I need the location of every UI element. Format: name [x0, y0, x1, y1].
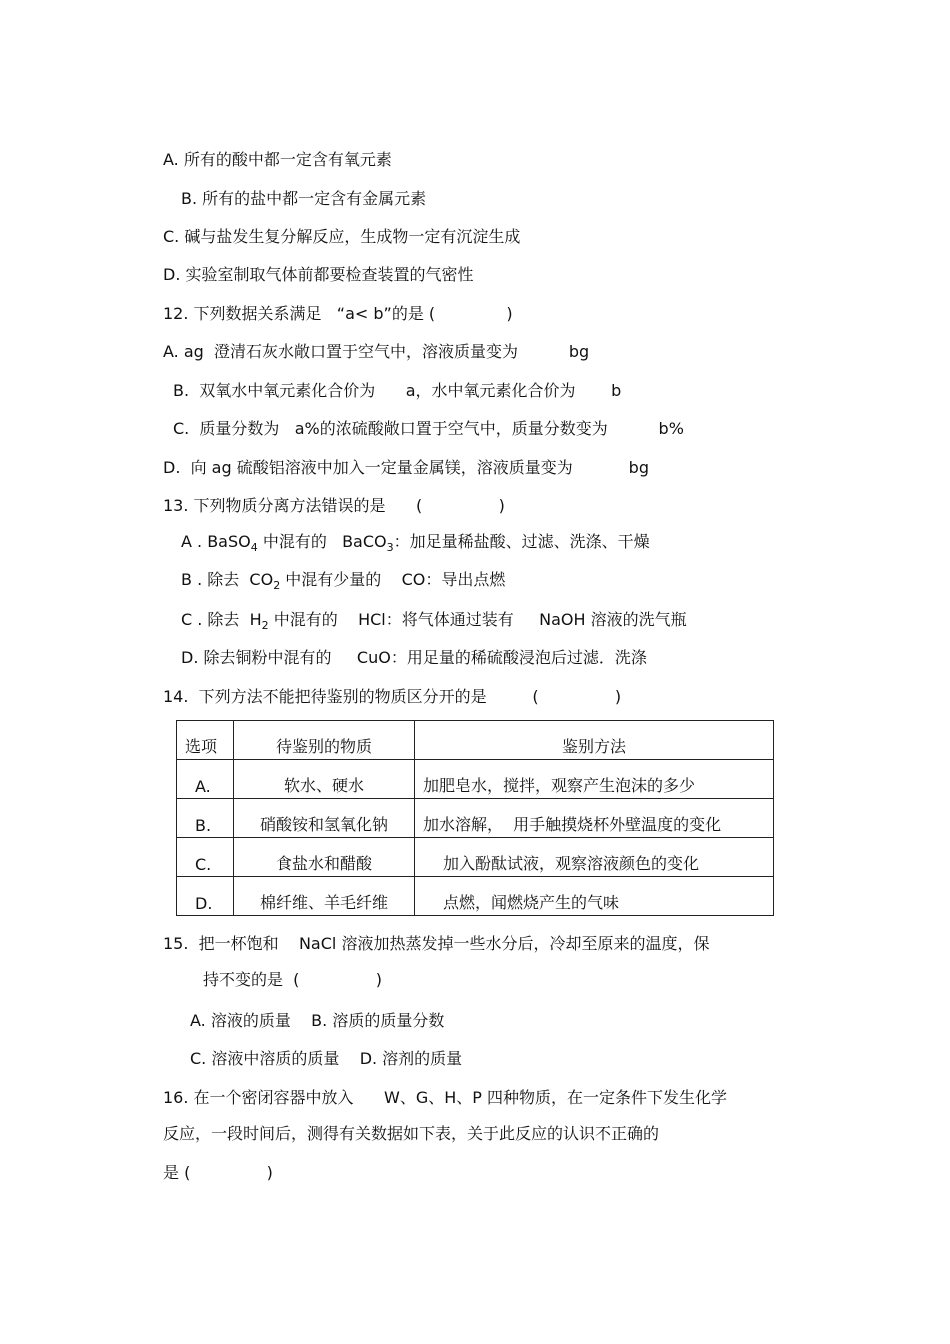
table-cell: B. [177, 799, 234, 838]
table-row [177, 877, 774, 916]
table-row [177, 799, 774, 838]
table-header-cell: 鉴别方法 [415, 721, 774, 760]
table-cell: 点燃，闻燃烧产生的气味 [415, 877, 774, 916]
q12-option-d: D. 向 ag 硫酸铝溶液中加入一定量金属镁，溶液质量变为 bg [163, 458, 649, 477]
table-cell: 硝酸铵和氢氧化钠 [234, 799, 415, 838]
q12-option-b: B. 双氧水中氧元素化合价为 a，水中氧元素化合价为 b [173, 381, 622, 400]
q16-stem-line1: 16. 在一个密闭容器中放入 W、G、H、P 四种物质，在一定条件下发生化学 [163, 1088, 728, 1107]
q12-option-a: A. ag 澄清石灰水敞口置于空气中，溶液质量变为 bg [163, 342, 590, 361]
table-cell: D. [177, 877, 234, 916]
q16-stem-line3: 是 ( ) [163, 1163, 273, 1182]
q13-option-d: D. 除去铜粉中混有的 CuO：用足量的稀硫酸浸泡后过滤．洗涤 [181, 648, 647, 667]
q13-option-b: B . 除去 $CO_2$ 中混有少量的 CO：导出点燃 [181, 570, 506, 592]
q11-option-d: D. 实验室制取气体前都要检查装置的气密性 [163, 265, 474, 284]
table-header-cell: 选项 [177, 721, 234, 760]
table-cell: 食盐水和醋酸 [234, 838, 415, 877]
table-header-cell: 待鉴别的物质 [234, 721, 415, 760]
q14-table [176, 720, 774, 916]
table-cell: 棉纤维、羊毛纤维 [234, 877, 415, 916]
table-cell: C. [177, 838, 234, 877]
q15-options-line1: A. 溶液的质量 B. 溶质的质量分数 [190, 1011, 445, 1030]
q11-option-b: B. 所有的盐中都一定含有金属元素 [181, 189, 427, 208]
table-cell: 加肥皂水，搅拌，观察产生泡沫的多少 [415, 760, 774, 799]
q16-stem-line2: 反应，一段时间后，测得有关数据如下表，关于此反应的认识不正确的 [163, 1124, 660, 1143]
q12-option-c: C. 质量分数为 a%的浓硫酸敞口置于空气中，质量分数变为 b% [173, 419, 684, 438]
q12-stem: 12. 下列数据关系满足 “a< b”的是 ( ) [163, 304, 513, 323]
table-cell: 加水溶解， 用手触摸烧杯外壁温度的变化 [415, 799, 774, 838]
q13-option-c: C . 除去 $H_2$ 中混有的 HCl：将气体通过装有 NaOH 溶液的洗气瓶 [181, 610, 687, 632]
q15-stem-line1: 15. 把一杯饱和 NaCl 溶液加热蒸发掉一些水分后，冷却至原来的温度，保 [163, 934, 710, 953]
q13-stem: 13. 下列物质分离方法错误的是 ( ) [163, 496, 505, 515]
q15-stem-line2: 持不变的是 ( ) [203, 970, 382, 989]
q13-option-a: A . BaSO$_4$ 中混有的 BaCO$_3$：加足量稀盐酸、过滤、洗涤、干燥 [181, 532, 650, 554]
q14-stem: 14. 下列方法不能把待鉴别的物质区分开的是 ( ) [163, 687, 622, 706]
q11-option-c: C. 碱与盐发生复分解反应，生成物一定有沉淀生成 [163, 227, 521, 246]
table-header-row [177, 721, 774, 760]
table-cell: 软水、硬水 [234, 760, 415, 799]
table-cell: 加入酚酞试液，观察溶液颜色的变化 [415, 838, 774, 877]
q15-options-line2: C. 溶液中溶质的质量 D. 溶剂的质量 [190, 1049, 463, 1068]
table-cell: A. [177, 760, 234, 799]
q11-option-a: A. 所有的酸中都一定含有氧元素 [163, 150, 392, 169]
table-row [177, 760, 774, 799]
table-row [177, 838, 774, 877]
